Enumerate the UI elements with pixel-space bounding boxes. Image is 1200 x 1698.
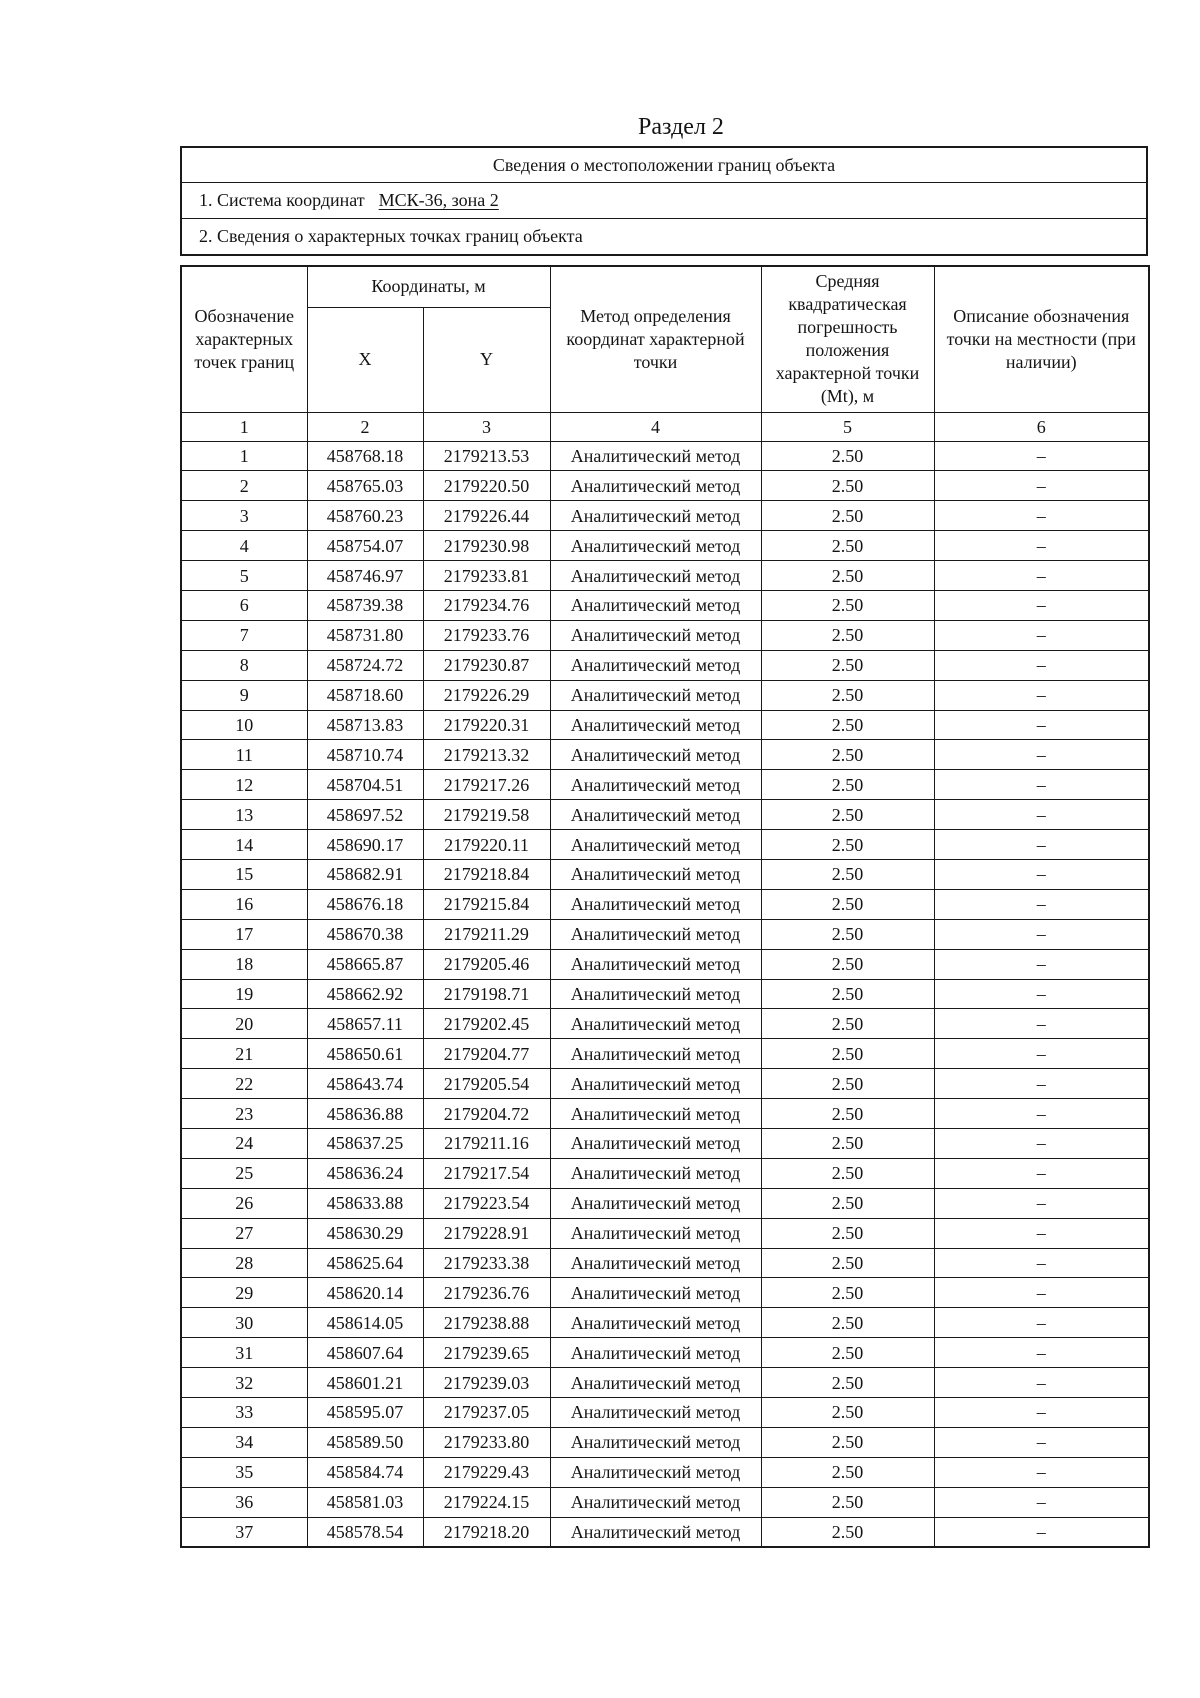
- table-row: [181, 441, 1149, 471]
- cell-point: 19: [181, 979, 307, 1009]
- cell-point: 30: [181, 1308, 307, 1338]
- cell-point: 37: [181, 1517, 307, 1547]
- table-row: [181, 770, 1149, 800]
- cell-mt: 2.50: [761, 710, 934, 740]
- column-number: 5: [761, 412, 934, 441]
- cell-y: 2179233.81: [423, 561, 550, 591]
- cell-point: 12: [181, 770, 307, 800]
- cell-mt: 2.50: [761, 949, 934, 979]
- table-row: [181, 889, 1149, 919]
- cell-x: 458760.23: [307, 501, 423, 531]
- cell-mt: 2.50: [761, 889, 934, 919]
- cell-description: –: [934, 471, 1149, 501]
- cell-method: Аналитический метод: [550, 710, 761, 740]
- cell-description: –: [934, 680, 1149, 710]
- cell-x: 458713.83: [307, 710, 423, 740]
- cell-y: 2179213.32: [423, 740, 550, 770]
- cell-method: Аналитический метод: [550, 590, 761, 620]
- cell-y: 2179217.54: [423, 1158, 550, 1188]
- coord-system-row: [182, 183, 1146, 219]
- cell-description: –: [934, 889, 1149, 919]
- cell-x: 458704.51: [307, 770, 423, 800]
- table-body: [181, 441, 1149, 1547]
- cell-point: 21: [181, 1039, 307, 1069]
- boundary-points-table: [180, 265, 1150, 1548]
- coord-system-value: МСК-36, зона 2: [378, 190, 499, 210]
- cell-x: 458718.60: [307, 680, 423, 710]
- cell-method: Аналитический метод: [550, 1039, 761, 1069]
- cell-point: 18: [181, 949, 307, 979]
- cell-description: –: [934, 1308, 1149, 1338]
- points-heading: 2. Сведения о характерных точках границ объекта: [199, 226, 583, 246]
- cell-method: Аналитический метод: [550, 1128, 761, 1158]
- cell-mt: 2.50: [761, 1188, 934, 1218]
- cell-y: 2179202.45: [423, 1009, 550, 1039]
- column-number: 1: [181, 412, 307, 441]
- cell-y: 2179223.54: [423, 1188, 550, 1218]
- table-row: [181, 1427, 1149, 1457]
- table-row: [181, 710, 1149, 740]
- cell-point: 7: [181, 620, 307, 650]
- cell-mt: 2.50: [761, 1368, 934, 1398]
- cell-description: –: [934, 800, 1149, 830]
- header-y: Y: [423, 307, 550, 412]
- cell-mt: 2.50: [761, 1338, 934, 1368]
- cell-method: Аналитический метод: [550, 561, 761, 591]
- cell-x: 458643.74: [307, 1069, 423, 1099]
- cell-x: 458657.11: [307, 1009, 423, 1039]
- cell-point: 31: [181, 1338, 307, 1368]
- cell-method: Аналитический метод: [550, 800, 761, 830]
- cell-description: –: [934, 710, 1149, 740]
- cell-mt: 2.50: [761, 1099, 934, 1129]
- cell-x: 458724.72: [307, 650, 423, 680]
- cell-mt: 2.50: [761, 1128, 934, 1158]
- table-row: [181, 561, 1149, 591]
- cell-y: 2179220.31: [423, 710, 550, 740]
- cell-mt: 2.50: [761, 1039, 934, 1069]
- cell-mt: 2.50: [761, 680, 934, 710]
- cell-description: –: [934, 1398, 1149, 1428]
- cell-y: 2179237.05: [423, 1398, 550, 1428]
- cell-description: –: [934, 1278, 1149, 1308]
- cell-point: 2: [181, 471, 307, 501]
- cell-description: –: [934, 1128, 1149, 1158]
- cell-method: Аналитический метод: [550, 740, 761, 770]
- table-row: [181, 1099, 1149, 1129]
- cell-y: 2179233.80: [423, 1427, 550, 1457]
- cell-mt: 2.50: [761, 620, 934, 650]
- cell-point: 35: [181, 1457, 307, 1487]
- points-heading-row: [182, 219, 1146, 254]
- cell-description: –: [934, 1338, 1149, 1368]
- cell-point: 11: [181, 740, 307, 770]
- cell-description: –: [934, 561, 1149, 591]
- table-row: [181, 830, 1149, 860]
- table-row: [181, 1218, 1149, 1248]
- cell-y: 2179226.29: [423, 680, 550, 710]
- cell-point: 17: [181, 919, 307, 949]
- cell-y: 2179217.26: [423, 770, 550, 800]
- cell-point: 20: [181, 1009, 307, 1039]
- table-row: [181, 590, 1149, 620]
- cell-point: 15: [181, 859, 307, 889]
- cell-y: 2179218.84: [423, 859, 550, 889]
- table-row: [181, 1009, 1149, 1039]
- cell-mt: 2.50: [761, 1069, 934, 1099]
- cell-point: 26: [181, 1188, 307, 1218]
- cell-mt: 2.50: [761, 471, 934, 501]
- cell-y: 2179226.44: [423, 501, 550, 531]
- section-title: Раздел 2: [638, 114, 724, 140]
- cell-x: 458625.64: [307, 1248, 423, 1278]
- cell-point: 13: [181, 800, 307, 830]
- table-row: [181, 1158, 1149, 1188]
- cell-x: 458636.24: [307, 1158, 423, 1188]
- cell-mt: 2.50: [761, 1398, 934, 1428]
- coord-system-label: 1. Система координат: [199, 190, 365, 210]
- cell-point: 4: [181, 531, 307, 561]
- cell-point: 3: [181, 501, 307, 531]
- table-row: [181, 1039, 1149, 1069]
- cell-point: 9: [181, 680, 307, 710]
- cell-mt: 2.50: [761, 800, 934, 830]
- info-heading: Сведения о местоположении границ объекта: [492, 154, 836, 175]
- cell-point: 6: [181, 590, 307, 620]
- cell-x: 458739.38: [307, 590, 423, 620]
- table-row: [181, 1308, 1149, 1338]
- cell-x: 458670.38: [307, 919, 423, 949]
- cell-method: Аналитический метод: [550, 501, 761, 531]
- table-row: [181, 620, 1149, 650]
- cell-mt: 2.50: [761, 1457, 934, 1487]
- cell-method: Аналитический метод: [550, 1427, 761, 1457]
- cell-method: Аналитический метод: [550, 1099, 761, 1129]
- table-row: [181, 979, 1149, 1009]
- column-numbers-row: [181, 412, 1149, 441]
- cell-y: 2179220.11: [423, 830, 550, 860]
- cell-x: 458620.14: [307, 1278, 423, 1308]
- table-header: [181, 266, 1149, 441]
- cell-method: Аналитический метод: [550, 1368, 761, 1398]
- cell-method: Аналитический метод: [550, 949, 761, 979]
- cell-x: 458614.05: [307, 1308, 423, 1338]
- table-row: [181, 650, 1149, 680]
- cell-description: –: [934, 1039, 1149, 1069]
- cell-point: 10: [181, 710, 307, 740]
- cell-x: 458665.87: [307, 949, 423, 979]
- cell-description: –: [934, 859, 1149, 889]
- cell-y: 2179219.58: [423, 800, 550, 830]
- cell-mt: 2.50: [761, 531, 934, 561]
- cell-y: 2179211.16: [423, 1128, 550, 1158]
- cell-method: Аналитический метод: [550, 919, 761, 949]
- cell-x: 458754.07: [307, 531, 423, 561]
- header-method: Метод определения координат характерной точки: [550, 266, 761, 412]
- cell-point: 16: [181, 889, 307, 919]
- cell-mt: 2.50: [761, 859, 934, 889]
- cell-description: –: [934, 1517, 1149, 1547]
- cell-point: 29: [181, 1278, 307, 1308]
- table-row: [181, 800, 1149, 830]
- cell-y: 2179239.65: [423, 1338, 550, 1368]
- cell-y: 2179218.20: [423, 1517, 550, 1547]
- table-header-row: [181, 266, 1149, 307]
- cell-y: 2179233.38: [423, 1248, 550, 1278]
- cell-mt: 2.50: [761, 1009, 934, 1039]
- header-mt: Средняя квадратическая погрешность положения характерной точки (Mt), м: [761, 266, 934, 412]
- cell-mt: 2.50: [761, 1158, 934, 1188]
- cell-y: 2179238.88: [423, 1308, 550, 1338]
- table-row: [181, 680, 1149, 710]
- table-row: [181, 1517, 1149, 1547]
- cell-y: 2179213.53: [423, 441, 550, 471]
- cell-description: –: [934, 1248, 1149, 1278]
- cell-point: 23: [181, 1099, 307, 1129]
- cell-y: 2179204.72: [423, 1099, 550, 1129]
- table-row: [181, 1457, 1149, 1487]
- table-row: [181, 501, 1149, 531]
- cell-method: Аналитический метод: [550, 680, 761, 710]
- cell-x: 458581.03: [307, 1487, 423, 1517]
- cell-mt: 2.50: [761, 501, 934, 531]
- cell-method: Аналитический метод: [550, 620, 761, 650]
- cell-description: –: [934, 1158, 1149, 1188]
- cell-x: 458731.80: [307, 620, 423, 650]
- cell-method: Аналитический метод: [550, 889, 761, 919]
- cell-y: 2179211.29: [423, 919, 550, 949]
- cell-x: 458676.18: [307, 889, 423, 919]
- cell-x: 458633.88: [307, 1188, 423, 1218]
- cell-mt: 2.50: [761, 979, 934, 1009]
- cell-y: 2179198.71: [423, 979, 550, 1009]
- cell-mt: 2.50: [761, 561, 934, 591]
- cell-method: Аналитический метод: [550, 1009, 761, 1039]
- cell-mt: 2.50: [761, 1248, 934, 1278]
- table-row: [181, 1487, 1149, 1517]
- table-row: [181, 471, 1149, 501]
- cell-description: –: [934, 1218, 1149, 1248]
- cell-mt: 2.50: [761, 650, 934, 680]
- cell-point: 36: [181, 1487, 307, 1517]
- cell-x: 458578.54: [307, 1517, 423, 1547]
- cell-point: 34: [181, 1427, 307, 1457]
- cell-description: –: [934, 1457, 1149, 1487]
- cell-description: –: [934, 979, 1149, 1009]
- cell-method: Аналитический метод: [550, 1248, 761, 1278]
- header-point-designation: Обозначение характерных точек границ: [181, 266, 307, 412]
- cell-y: 2179239.03: [423, 1368, 550, 1398]
- cell-method: Аналитический метод: [550, 1069, 761, 1099]
- cell-method: Аналитический метод: [550, 859, 761, 889]
- table-row: [181, 1368, 1149, 1398]
- cell-x: 458607.64: [307, 1338, 423, 1368]
- cell-description: –: [934, 830, 1149, 860]
- cell-method: Аналитический метод: [550, 650, 761, 680]
- cell-x: 458682.91: [307, 859, 423, 889]
- cell-y: 2179230.87: [423, 650, 550, 680]
- cell-description: –: [934, 919, 1149, 949]
- table-row: [181, 949, 1149, 979]
- cell-description: –: [934, 770, 1149, 800]
- cell-point: 5: [181, 561, 307, 591]
- cell-point: 24: [181, 1128, 307, 1158]
- cell-y: 2179234.76: [423, 590, 550, 620]
- cell-mt: 2.50: [761, 1487, 934, 1517]
- table-row: [181, 531, 1149, 561]
- cell-point: 22: [181, 1069, 307, 1099]
- table-row: [181, 1398, 1149, 1428]
- cell-method: Аналитический метод: [550, 1308, 761, 1338]
- table-row: [181, 919, 1149, 949]
- cell-x: 458584.74: [307, 1457, 423, 1487]
- cell-method: Аналитический метод: [550, 1158, 761, 1188]
- cell-description: –: [934, 620, 1149, 650]
- cell-method: Аналитический метод: [550, 979, 761, 1009]
- cell-point: 33: [181, 1398, 307, 1428]
- cell-description: –: [934, 1099, 1149, 1129]
- cell-method: Аналитический метод: [550, 1457, 761, 1487]
- cell-description: –: [934, 1009, 1149, 1039]
- column-number: 3: [423, 412, 550, 441]
- cell-point: 32: [181, 1368, 307, 1398]
- column-number: 6: [934, 412, 1149, 441]
- cell-description: –: [934, 949, 1149, 979]
- cell-mt: 2.50: [761, 441, 934, 471]
- cell-description: –: [934, 531, 1149, 561]
- cell-method: Аналитический метод: [550, 1218, 761, 1248]
- info-heading-row: [182, 148, 1146, 183]
- cell-x: 458710.74: [307, 740, 423, 770]
- cell-mt: 2.50: [761, 770, 934, 800]
- cell-x: 458595.07: [307, 1398, 423, 1428]
- table-row: [181, 859, 1149, 889]
- cell-description: –: [934, 1487, 1149, 1517]
- cell-y: 2179205.54: [423, 1069, 550, 1099]
- cell-method: Аналитический метод: [550, 1487, 761, 1517]
- cell-y: 2179236.76: [423, 1278, 550, 1308]
- cell-point: 28: [181, 1248, 307, 1278]
- cell-y: 2179215.84: [423, 889, 550, 919]
- cell-method: Аналитический метод: [550, 770, 761, 800]
- cell-x: 458690.17: [307, 830, 423, 860]
- cell-point: 14: [181, 830, 307, 860]
- cell-method: Аналитический метод: [550, 441, 761, 471]
- table-row: [181, 1278, 1149, 1308]
- cell-y: 2179233.76: [423, 620, 550, 650]
- table-row: [181, 1248, 1149, 1278]
- table-row: [181, 1188, 1149, 1218]
- cell-mt: 2.50: [761, 740, 934, 770]
- cell-description: –: [934, 590, 1149, 620]
- cell-x: 458589.50: [307, 1427, 423, 1457]
- cell-x: 458630.29: [307, 1218, 423, 1248]
- table-row: [181, 740, 1149, 770]
- cell-x: 458768.18: [307, 441, 423, 471]
- table-row: [181, 1338, 1149, 1368]
- header-description: Описание обозначения точки на местности (при наличии): [934, 266, 1149, 412]
- cell-method: Аналитический метод: [550, 1278, 761, 1308]
- cell-x: 458636.88: [307, 1099, 423, 1129]
- header-coordinates: Координаты, м: [307, 266, 550, 307]
- cell-description: –: [934, 650, 1149, 680]
- cell-mt: 2.50: [761, 590, 934, 620]
- cell-y: 2179228.91: [423, 1218, 550, 1248]
- cell-x: 458662.92: [307, 979, 423, 1009]
- column-number: 4: [550, 412, 761, 441]
- cell-point: 8: [181, 650, 307, 680]
- cell-mt: 2.50: [761, 830, 934, 860]
- cell-method: Аналитический метод: [550, 1188, 761, 1218]
- cell-method: Аналитический метод: [550, 830, 761, 860]
- cell-x: 458765.03: [307, 471, 423, 501]
- cell-method: Аналитический метод: [550, 1517, 761, 1547]
- header-x: X: [307, 307, 423, 412]
- cell-method: Аналитический метод: [550, 1398, 761, 1428]
- table-row: [181, 1128, 1149, 1158]
- cell-mt: 2.50: [761, 1218, 934, 1248]
- cell-x: 458746.97: [307, 561, 423, 591]
- cell-description: –: [934, 740, 1149, 770]
- cell-y: 2179230.98: [423, 531, 550, 561]
- table-row: [181, 1069, 1149, 1099]
- cell-description: –: [934, 1368, 1149, 1398]
- cell-method: Аналитический метод: [550, 531, 761, 561]
- cell-point: 27: [181, 1218, 307, 1248]
- cell-description: –: [934, 1069, 1149, 1099]
- cell-x: 458601.21: [307, 1368, 423, 1398]
- cell-x: 458637.25: [307, 1128, 423, 1158]
- cell-mt: 2.50: [761, 1517, 934, 1547]
- cell-y: 2179204.77: [423, 1039, 550, 1069]
- cell-method: Аналитический метод: [550, 471, 761, 501]
- cell-y: 2179229.43: [423, 1457, 550, 1487]
- cell-mt: 2.50: [761, 1308, 934, 1338]
- cell-y: 2179220.50: [423, 471, 550, 501]
- cell-mt: 2.50: [761, 1278, 934, 1308]
- cell-description: –: [934, 501, 1149, 531]
- location-info-box: [180, 146, 1148, 256]
- cell-description: –: [934, 441, 1149, 471]
- cell-x: 458650.61: [307, 1039, 423, 1069]
- cell-x: 458697.52: [307, 800, 423, 830]
- cell-description: –: [934, 1188, 1149, 1218]
- cell-method: Аналитический метод: [550, 1338, 761, 1368]
- cell-y: 2179224.15: [423, 1487, 550, 1517]
- cell-mt: 2.50: [761, 919, 934, 949]
- cell-y: 2179205.46: [423, 949, 550, 979]
- cell-point: 1: [181, 441, 307, 471]
- cell-mt: 2.50: [761, 1427, 934, 1457]
- cell-point: 25: [181, 1158, 307, 1188]
- column-number: 2: [307, 412, 423, 441]
- cell-description: –: [934, 1427, 1149, 1457]
